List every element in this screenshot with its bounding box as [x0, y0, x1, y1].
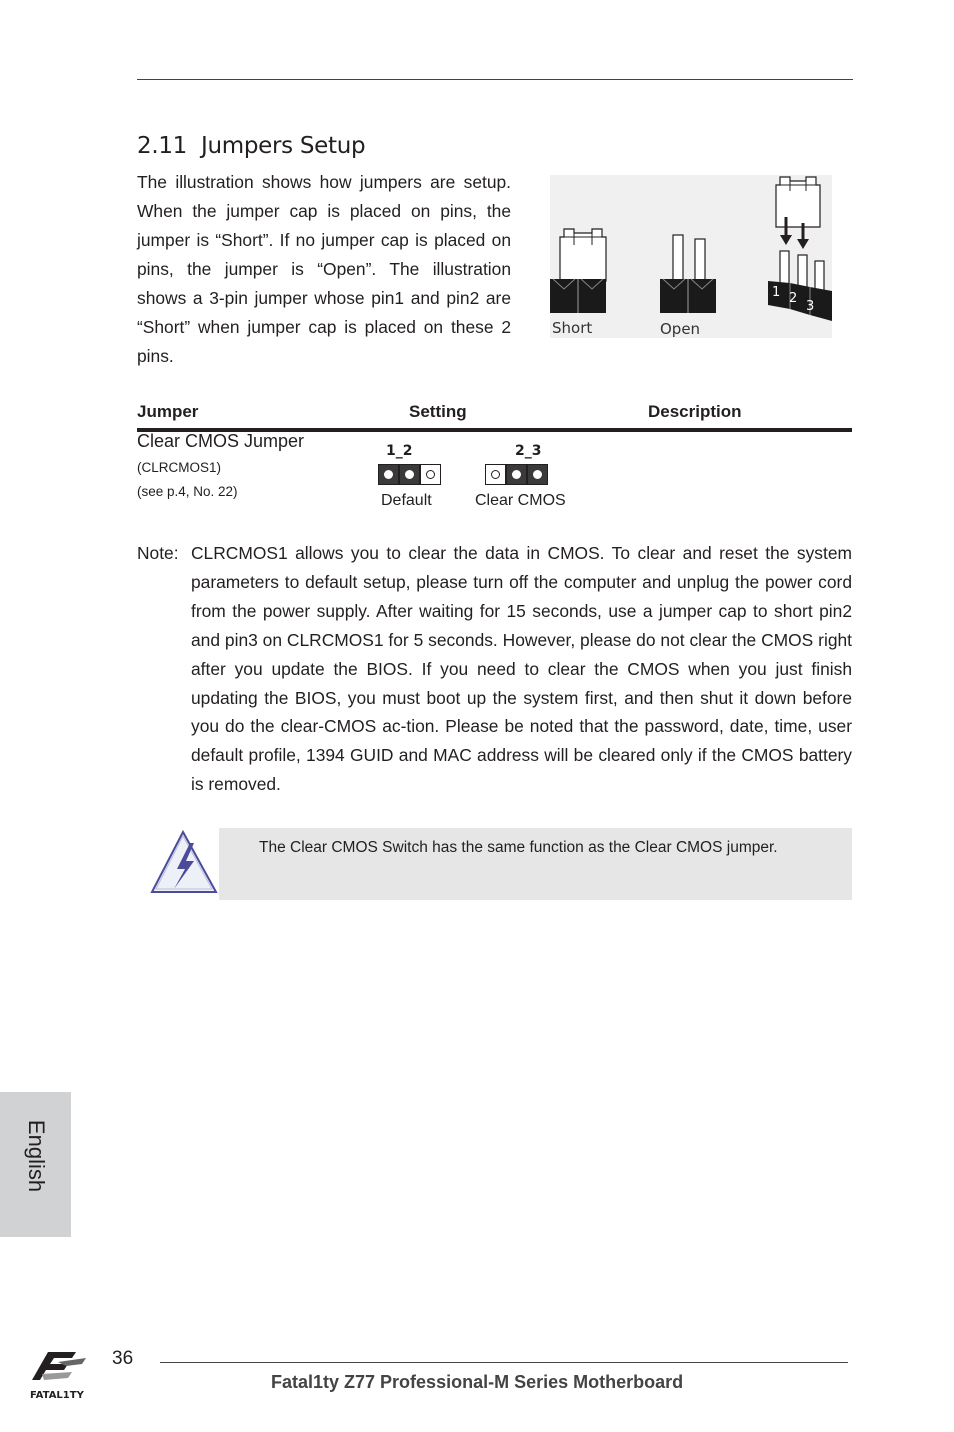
pin-1 [485, 464, 506, 485]
open-label: Open [660, 320, 701, 338]
header-setting: Setting [409, 402, 467, 421]
header-description: Description [648, 402, 742, 421]
bottom-rule [160, 1362, 848, 1363]
jumper-reference: (see p.4, No. 22) [137, 484, 238, 499]
section-heading: Jumpers Setup [201, 133, 366, 159]
setting-clear-label: Clear CMOS [475, 492, 566, 509]
open-jumper-drawing [660, 235, 716, 313]
intro-paragraph: The illustration shows how jumpers are setup. When the jumper cap is placed on pins, the jumper is “Short”. If no jumper cap is placed on pins, the jumper is “Open”. The illustration shows a 3-pin jumper whose pin1 and pin2 are “Short” when jumper cap is placed on these 2 pins. [137, 172, 511, 366]
section-title [137, 133, 365, 159]
fatal1ty-logo [28, 1348, 104, 1404]
header-jumper: Jumper [137, 402, 199, 421]
pin-2 [506, 464, 527, 485]
pin-number-1: 1 [772, 285, 781, 300]
pin-3 [420, 464, 441, 485]
warning-lightning-icon [150, 829, 218, 895]
note-lead: Note: [137, 543, 179, 563]
setting-default-label: Default [381, 492, 432, 509]
setting-clear-pins: 2_3 [515, 443, 542, 459]
pin-1 [378, 464, 399, 485]
pin-2 [399, 464, 420, 485]
footer-title: Fatal1ty Z77 Professional-M Series Motherboard [271, 1372, 684, 1392]
jumper-illustration [550, 175, 832, 338]
top-rule [137, 79, 853, 80]
language-label: English [24, 1119, 49, 1193]
section-number: 2.11 [137, 133, 188, 159]
logo-text: FATAL1TY [30, 1390, 84, 1401]
note-text: CLRCMOS1 allows you to clear the data in CMOS. To clear and reset the system parameters to default setup, please turn off the computer and unplug the power cord from the power supply. After waiting for 15 seconds, use a jumper cap to short pin2 and pin3 on CLRCMOS1 for 5 seconds. However, please do not clear the CMOS right after you update the BIOS. If you need to clear the CMOS when you just finish updating the BIOS, you must boot up the system first, and then shut it down before you do the clear-CMOS ac-tion. Please be noted that the password, date, time, user default profile, 1394 GUID and MAC address will be cleared only if the CMOS battery is removed. [191, 543, 852, 795]
pin-3 [527, 464, 548, 485]
warning-text: The Clear CMOS Switch has the same function as the Clear CMOS jumper. [259, 839, 778, 856]
pin-number-3: 3 [806, 299, 815, 314]
pin-number-2: 2 [789, 291, 798, 306]
short-jumper-drawing [550, 229, 606, 313]
jumper-name: Clear CMOS Jumper [137, 431, 305, 451]
jumper-drawing [550, 175, 832, 338]
setting-default-pins: 1_2 [386, 443, 413, 459]
jumper-id: (CLRCMOS1) [137, 460, 222, 475]
short-label: Short [552, 319, 593, 337]
page-number: 36 [112, 1348, 134, 1369]
